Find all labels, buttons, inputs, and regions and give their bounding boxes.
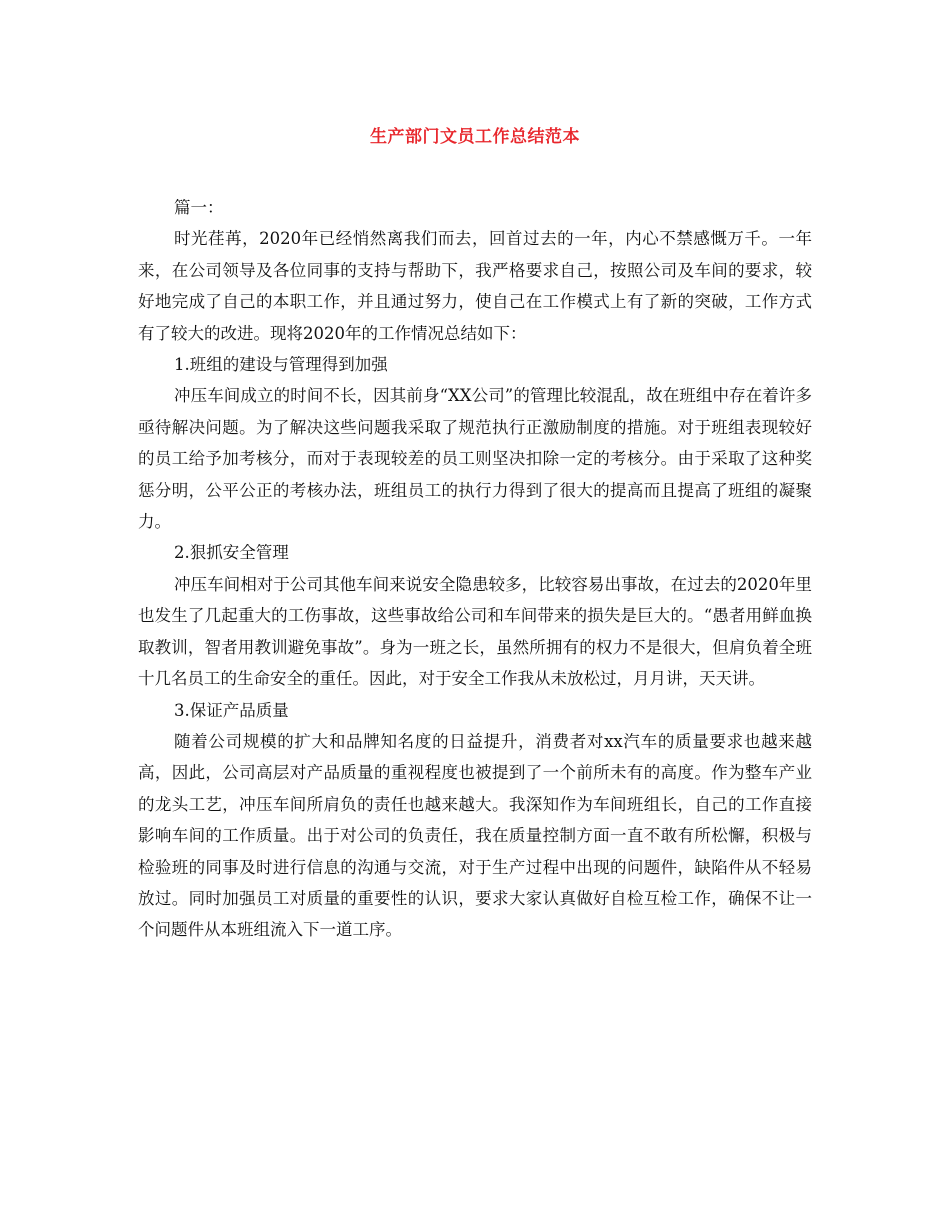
document-title: 生产部门文员工作总结范本 [370,127,580,147]
document-body [138,192,812,946]
paragraph-safety-management: 冲压车间相对于公司其他车间来说安全隐患较多，比较容易出事故，在过去的2020年里也发生了几起重大的工伤事故，这些事故给公司和车间带来的损失是巨大的。“愚者用鲜血换取教训，智者用教训避免事故”。身为一班之长，虽然所拥有的权力不是很大，但肩负着全班十几名员工的生命安全的重任。因此，对于安全工作我从未放松过，月月讲，天天讲。 [138,574,812,689]
paragraph-team-building: 冲压车间成立的时间不长，因其前身“XX公司”的管理比较混乱，故在班组中存在着许多亟待解决问题。为了解决这些问题我采取了规范执行正激励制度的措施。对于班组表现较好的员工给予加考核分，而对于表现较差的员工则坚决扣除一定的考核分。由于采取了这种奖惩分明，公平公正的考核办法，班组员工的执行力得到了很大的提高而且提高了班组的凝聚力。 [138,386,812,532]
heading-team-building: 1.班组的建设与管理得到加强 [174,355,388,375]
section-label-part-one: 篇一： [174,198,224,217]
paragraph-product-quality: 随着公司规模的扩大和品牌知名度的日益提升，消费者对xx汽车的质量要求也越来越高，因此，公司高层对产品质量的重视程度也被提到了一个前所未有的高度。作为整车产业的龙头工艺，冲压车间所肩负的责任也越来越大。我深知作为车间班组长，自己的工作直接影响车间的工作质量。出于对公司的负责任，我在质量控制方面一直不敢有所松懈，积极与检验班的同事及时进行信息的沟通与交流，对于生产过程中出现的问题件，缺陷件从不轻易放过。同时加强员工对质量的重要性的认识，要求大家认真做好自检互检工作，确保不让一个问题件从本班组流入下一道工序。 [138,731,812,940]
heading-safety-management: 2.狠抓安全管理 [174,543,289,563]
heading-product-quality: 3.保证产品质量 [174,700,289,720]
intro-paragraph: 时光荏苒，2020年已经悄然离我们而去，回首过去的一年，内心不禁感慨万千。一年来，在公司领导及各位同事的支持与帮助下，我严格要求自己，按照公司及车间的要求，较好地完成了自己的本职工作，并且通过努力，使自己在工作模式上有了新的突破，工作方式有了较大的改进。现将2020年的工作情况总结如下： [138,229,812,343]
